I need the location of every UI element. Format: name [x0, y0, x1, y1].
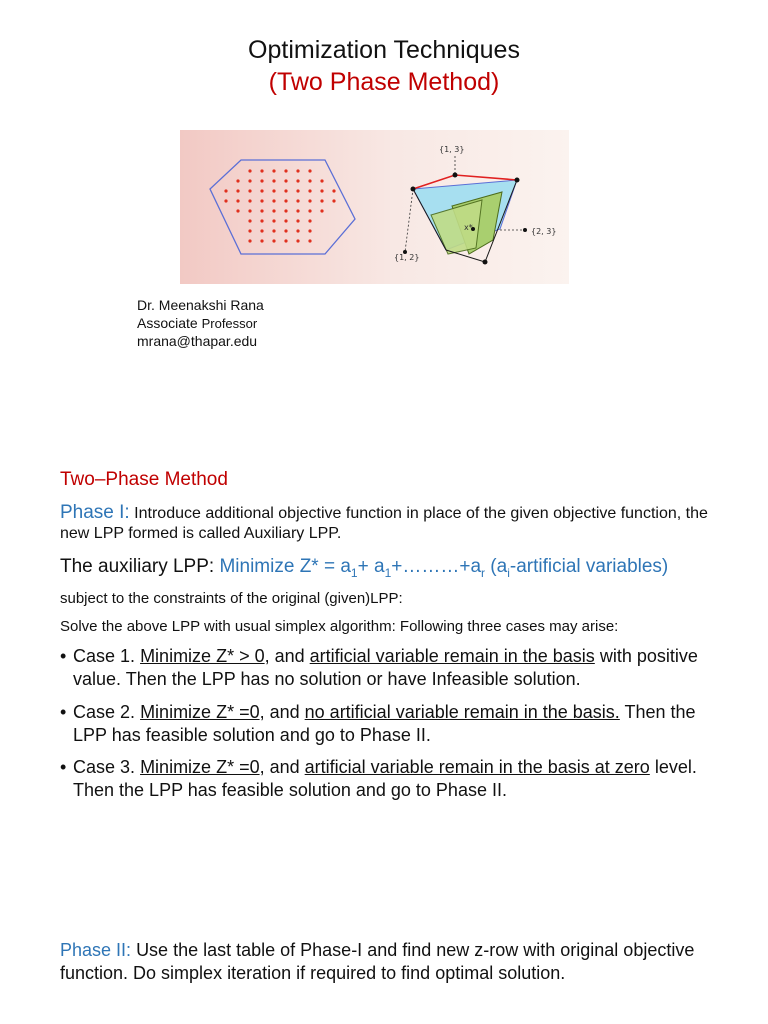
vertex-left	[411, 187, 416, 192]
lattice-dot	[272, 189, 275, 192]
phase2-label: Phase II:	[60, 940, 132, 960]
lattice-dot	[260, 169, 263, 172]
author-email: mrana@thapar.edu	[137, 333, 258, 349]
lattice-dot	[248, 229, 251, 232]
lattice-dot	[284, 219, 287, 222]
lattice-dot	[260, 219, 263, 222]
lattice-dot	[284, 189, 287, 192]
polytope-figure	[180, 130, 569, 284]
solve-text: Solve the above LPP with usual simplex algorithm: Following three cases may arise:	[60, 618, 619, 635]
case-3: • Case 3. Minimize Z* =0, and artificial variable remain in the basis at zero level. Then the LPP has feasible solution and go to Phase II.	[60, 757, 697, 800]
lattice-dot	[284, 169, 287, 172]
vertex-right	[515, 178, 520, 183]
lattice-dot	[296, 229, 299, 232]
lattice-dot	[332, 199, 335, 202]
lattice-dot	[236, 179, 239, 182]
subject-to-text: subject to the constraints of the original (given)LPP:	[60, 590, 403, 607]
lattice-dot	[308, 169, 311, 172]
lattice-dot	[284, 239, 287, 242]
point-right-axis	[523, 228, 527, 232]
phase1-label: Phase I:	[60, 502, 130, 523]
lattice-dot	[320, 209, 323, 212]
case-1-condition: Minimize Z* > 0	[140, 646, 265, 666]
lattice-dot	[272, 169, 275, 172]
aux-formula: Minimize $Z* = a_1+$ $a_1+\dots\dots\dots+a_r$ ($a_i$-artificial variables)	[219, 556, 669, 580]
author-role-title: Associate	[137, 315, 198, 331]
case-1-basis: artificial variable remain in the basis	[309, 646, 595, 666]
lattice-dot	[236, 189, 239, 192]
case-2-basis: no artificial variable remain in the basis.	[304, 702, 620, 722]
phase2-text: Use the last table of Phase-I and find new z-row with original objective function. Do simplex iteration if required to find optimal solution.	[60, 940, 695, 983]
case-3-condition: Minimize Z* =0	[140, 757, 260, 777]
lattice-dot	[308, 199, 311, 202]
lattice-dot	[308, 229, 311, 232]
figure-background	[180, 130, 569, 284]
lattice-dot	[272, 229, 275, 232]
lattice-dot	[248, 199, 251, 202]
lattice-dot	[296, 209, 299, 212]
vertex-bottom	[483, 260, 488, 265]
auxiliary-lpp-line	[60, 556, 750, 580]
lattice-dot	[320, 189, 323, 192]
lattice-dot	[308, 219, 311, 222]
lattice-dot	[260, 209, 263, 212]
bullet: •	[60, 646, 67, 666]
lattice-dot	[248, 189, 251, 192]
lattice-dot	[248, 239, 251, 242]
case-3-basis: artificial variable remain in the basis at zero	[304, 757, 650, 777]
lattice-dot	[308, 239, 311, 242]
lattice-dot	[260, 199, 263, 202]
lattice-dot	[248, 169, 251, 172]
bullet: •	[60, 702, 67, 722]
lattice-dot	[260, 189, 263, 192]
lattice-dot	[260, 179, 263, 182]
lattice-dot	[248, 209, 251, 212]
lattice-dot	[332, 189, 335, 192]
lattice-dot	[248, 179, 251, 182]
lattice-dot	[296, 219, 299, 222]
bullet: •	[60, 757, 67, 777]
lattice-dot	[272, 239, 275, 242]
lattice-dot	[284, 229, 287, 232]
lattice-dot	[320, 199, 323, 202]
lattice-dot	[272, 199, 275, 202]
aux-prefix: The auxiliary LPP:	[60, 556, 215, 577]
lattice-dot	[284, 209, 287, 212]
figure-label-star: x*	[464, 223, 473, 232]
lattice-dot	[308, 189, 311, 192]
figure-label-top: {1, 3}	[439, 145, 465, 154]
case-2: • Case 2. Minimize Z* =0, and no artificial variable remain in the basis. Then the LPP has feasible solution and go to Phase II.	[60, 702, 696, 745]
page-subtitle: (Two Phase Method)	[268, 68, 500, 96]
lattice-dot	[224, 199, 227, 202]
author-role-rank: Professor	[201, 316, 258, 331]
lattice-dot	[272, 209, 275, 212]
figure-label-left: {1, 2}	[394, 253, 420, 262]
lattice-dot	[236, 209, 239, 212]
lattice-dot	[236, 199, 239, 202]
lattice-dot	[224, 189, 227, 192]
lattice-dot	[284, 179, 287, 182]
phase2-paragraph	[60, 939, 710, 985]
lattice-dot	[272, 179, 275, 182]
case-1: • Case 1. Minimize Z* > 0, and artificial variable remain in the basis with positive value. Then the LPP has no solution or have Infeasible solution.	[60, 646, 698, 689]
section-title: Two–Phase Method	[60, 469, 228, 490]
author-name: Dr. Meenakshi Rana	[137, 297, 264, 313]
lattice-dot	[308, 209, 311, 212]
lattice-dot	[260, 239, 263, 242]
figure-label-right: {2, 3}	[531, 227, 557, 236]
author-role	[137, 315, 257, 332]
lattice-dot	[296, 169, 299, 172]
lattice-dot	[272, 219, 275, 222]
lattice-dot	[296, 199, 299, 202]
lattice-dot	[260, 229, 263, 232]
vertex-top	[453, 173, 458, 178]
lattice-dot	[320, 179, 323, 182]
phase1-paragraph	[60, 503, 730, 544]
case-2-condition: Minimize Z* =0	[140, 702, 260, 722]
lattice-dot	[296, 179, 299, 182]
lattice-dot	[284, 199, 287, 202]
lattice-dot	[296, 189, 299, 192]
lattice-dot	[296, 239, 299, 242]
lattice-dot	[308, 179, 311, 182]
phase1-text: Introduce additional objective function in place of the given objective function, the new LPP formed is called Auxiliary LPP.	[60, 505, 708, 542]
lattice-dot	[248, 219, 251, 222]
page-title: Optimization Techniques	[248, 36, 520, 64]
